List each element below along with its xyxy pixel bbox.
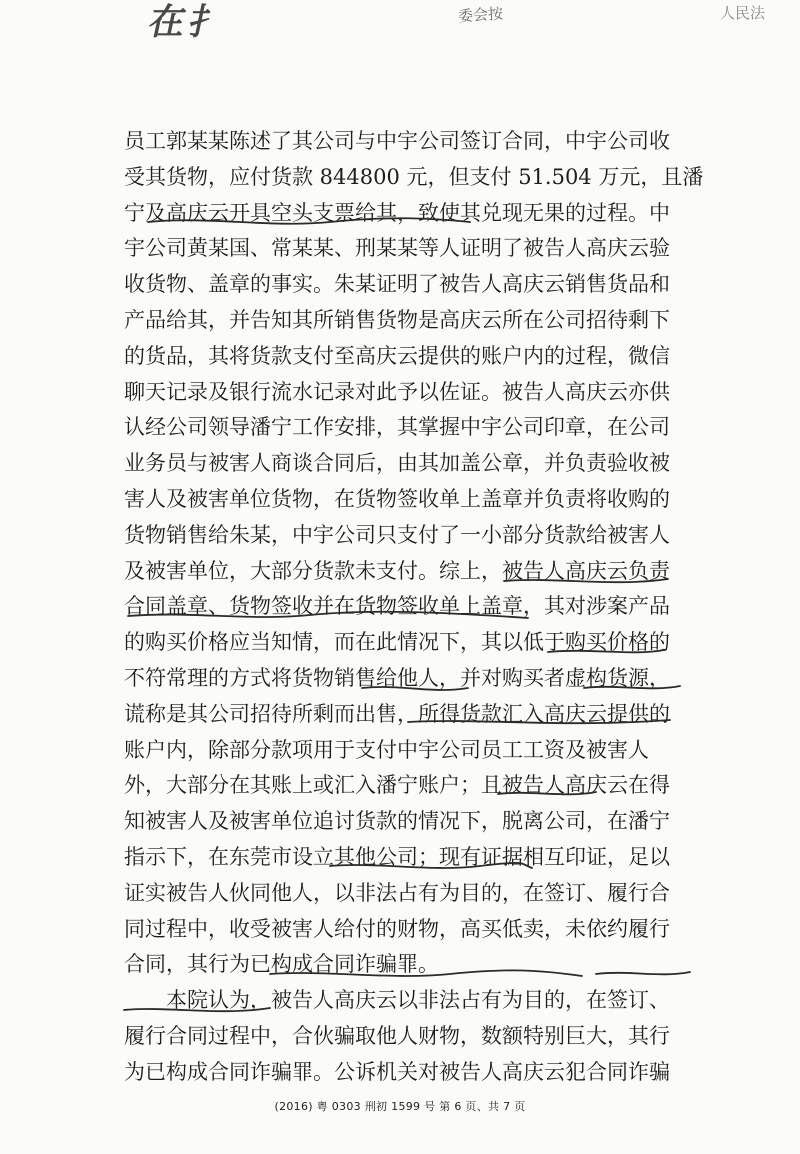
paragraph-line: 履行合同过程中，合伙骗取他人财物，数额特别巨大，其行 [124, 1023, 670, 1048]
text-line: 知被害人及被害单位追讨货款的情况下，脱离公司，在潘宁 [124, 809, 670, 834]
paragraph-line: 本院认为，被告人高庆云以非法占有为目的，在签订、 [166, 988, 670, 1013]
text-line: 谎称是其公司招待所剩而出售，所得货款汇入高庆云提供的 [124, 701, 670, 726]
text-line: 收货物、盖章的事实。朱某证明了被告人高庆云销售货品和 [124, 272, 670, 297]
text-line: 业务员与被害人商谈合同后，由其加盖公章，并负责验收被 [124, 451, 670, 476]
text-line: 聊天记录及银行流水记录对此予以佐证。被告人高庆云亦供 [124, 379, 670, 404]
text-line: 外，大部分在其账上或汇入潘宁账户；且被告人高庆云在得 [124, 773, 670, 798]
text-line: 合同，其行为已构成合同诈骗罪。 [124, 952, 439, 977]
text-line: 指示下，在东莞市设立其他公司；现有证据相互印证，足以 [124, 844, 670, 869]
text-line: 害人及被害单位货物，在货物签收单上盖章并负责将收购的 [124, 486, 670, 511]
text-line: 账户内，除部分款项用于支付中宇公司员工工资及被害人 [124, 737, 649, 762]
text-line: 员工郭某某陈述了其公司与中宇公司签订合同，中宇公司收 [124, 129, 670, 153]
text-line: 货物销售给朱某，中宇公司只支付了一小部分货款给被害人 [124, 522, 670, 547]
text-line: 宇公司黄某国、常某某、刑某某等人证明了被告人高庆云验 [124, 236, 670, 261]
text-line: 的货品，其将货款支付至高庆云提供的账户内的过程，微信 [124, 343, 670, 368]
text-line: 的购买价格应当知情，而在此情况下，其以低于购买价格的 [124, 630, 670, 655]
text-line: 及被害单位，大部分货款未支付。综上，被告人高庆云负责 [124, 558, 670, 583]
text-line: 受其货物，应付货款 844800 元，但支付 51.504 万元，且潘 [124, 164, 704, 189]
page-footer: (2016) 粤 0303 刑初 1599 号 第 6 页、共 7 页 [274, 1100, 526, 1113]
text-line: 不符常理的方式将货物销售给他人，并对购买者虚构货源， [124, 665, 670, 690]
text-line: 宁及高庆云开具空头支票给其，致使其兑现无果的过程。中 [124, 200, 670, 225]
top-header-fragments [0, 0, 800, 52]
header-fragment-middle: 委会按 [457, 4, 504, 26]
text-line: 同过程中，收受被害人给付的财物，高买低卖，未依约履行 [124, 916, 670, 941]
text-line: 合同盖章、货物签收并在货物签收单上盖章，其对涉案产品 [124, 594, 670, 619]
paragraph-line: 为已构成合同诈骗罪。公诉机关对被告人高庆云犯合同诈骗 [124, 1059, 670, 1084]
text-line: 产品给其，并告知其所销售货物是高庆云所在公司招待剩下 [124, 307, 670, 332]
document-body [124, 124, 704, 1091]
text-line: 证实被告人伙同他人，以非法占有为目的，在签订、履行合 [124, 880, 670, 905]
header-fragment-right: 人民法 [720, 4, 766, 22]
text-line: 认经公司领导潘宁工作安排，其掌握中宇公司印章，在公司 [124, 415, 670, 440]
header-fragment-left: 在扌 [145, 1, 234, 43]
